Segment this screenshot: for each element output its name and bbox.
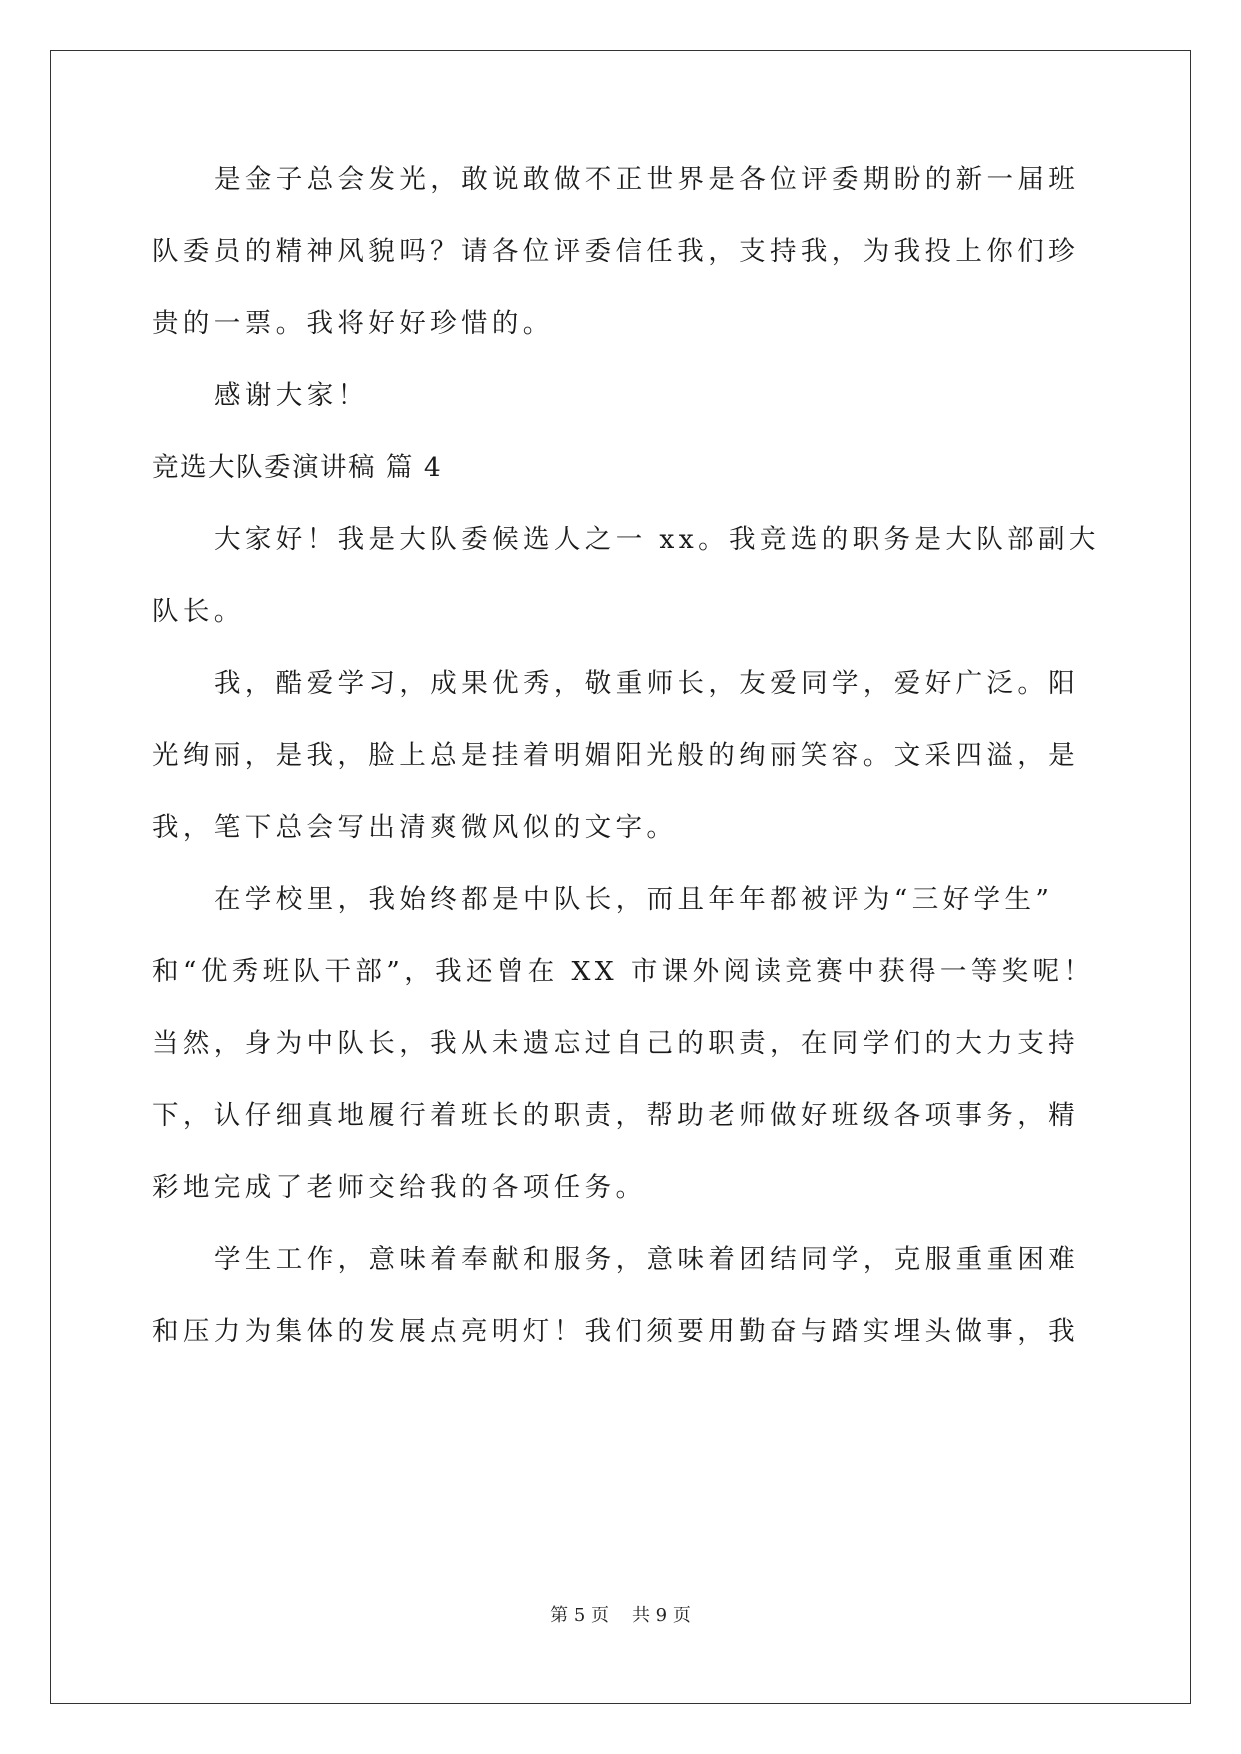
paragraph-line: 队委员的精神风貌吗？请各位评委信任我，支持我，为我投上你们珍 <box>152 236 1079 267</box>
paragraph-line: 我，笔下总会写出清爽微风似的文字。 <box>152 812 678 843</box>
page-number: 第 5 页 共 9 页 <box>550 1605 691 1626</box>
paragraph-line: 我，酷爱学习，成果优秀，敬重师长，友爱同学，爱好广泛。阳 <box>214 668 1080 699</box>
paragraph-line: 学生工作，意味着奉献和服务，意味着团结同学，克服重重困难 <box>214 1244 1080 1275</box>
section-heading: 竞选大队委演讲稿 篇 4 <box>152 452 443 483</box>
paragraph-line: 贵的一票。我将好好珍惜的。 <box>152 308 554 339</box>
paragraph-line: 队长。 <box>152 596 245 627</box>
paragraph-line: 和“优秀班队干部”，我还曾在 XX 市课外阅读竞赛中获得一等奖呢！ <box>152 956 1095 987</box>
page-footer <box>0 1604 1241 1628</box>
paragraph-line: 当然，身为中队长，我从未遗忘过自己的职责，在同学们的大力支持 <box>152 1028 1079 1059</box>
paragraph-line: 彩地完成了老师交给我的各项任务。 <box>152 1172 647 1203</box>
paragraph-line: 大家好！我是大队委候选人之一 xx。我竞选的职务是大队部副大 <box>214 524 1100 555</box>
paragraph-line: 感谢大家！ <box>214 380 369 411</box>
page-border <box>50 50 1191 1704</box>
paragraph-line: 在学校里，我始终都是中队长，而且年年都被评为“三好学生” <box>214 884 1054 915</box>
paragraph-line: 和压力为集体的发展点亮明灯！我们须要用勤奋与踏实埋头做事，我 <box>152 1316 1079 1347</box>
paragraph-line: 光绚丽，是我，脸上总是挂着明媚阳光般的绚丽笑容。文采四溢，是 <box>152 740 1079 771</box>
paragraph-line: 下，认仔细真地履行着班长的职责，帮助老师做好班级各项事务，精 <box>152 1100 1079 1131</box>
paragraph-line: 是金子总会发光，敢说敢做不正世界是各位评委期盼的新一届班 <box>214 164 1080 195</box>
